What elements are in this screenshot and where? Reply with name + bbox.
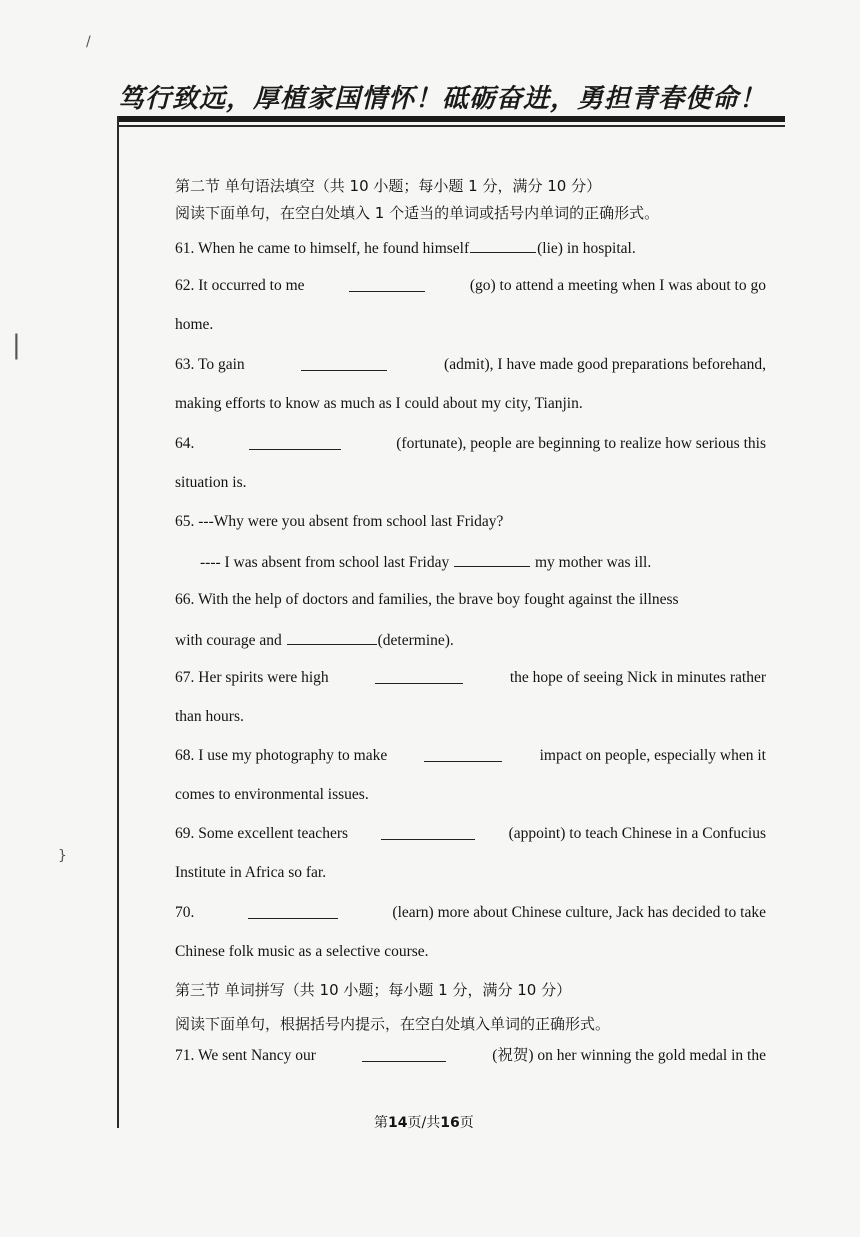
- q71-text: 71. We sent Nancy our: [175, 1047, 316, 1064]
- section2-instruction: 阅读下面单句，在空白处填入 1 个适当的单词或括号内单词的正确形式。: [175, 204, 660, 222]
- question-62: [175, 276, 766, 296]
- footer-suffix: 页: [459, 1115, 474, 1131]
- scan-mark: }: [58, 848, 67, 864]
- question-71: [175, 1046, 766, 1066]
- header-rule-thin: [117, 125, 785, 127]
- q62-continuation: home.: [175, 316, 214, 333]
- q69-text-end: (appoint) to teach Chinese in a Confucius: [508, 825, 766, 842]
- q67-continuation: than hours.: [175, 708, 244, 725]
- answer-blank[interactable]: [375, 668, 463, 684]
- scan-mark: |: [12, 330, 21, 360]
- q70-continuation: Chinese folk music as a selective course.: [175, 943, 429, 960]
- q61-text-end: (lie) in hospital.: [537, 240, 636, 257]
- answer-blank[interactable]: [381, 824, 475, 840]
- q65-text-end: my mother was ill.: [534, 554, 652, 571]
- answer-blank[interactable]: [249, 434, 341, 450]
- answer-blank[interactable]: [424, 746, 502, 762]
- q70-text-end: (learn) more about Chinese culture, Jack has decided to take: [392, 904, 766, 921]
- q68-continuation: comes to environmental issues.: [175, 786, 369, 803]
- answer-blank[interactable]: [287, 629, 377, 645]
- q69-continuation: Institute in Africa so far.: [175, 864, 327, 881]
- header-rule: [117, 116, 785, 122]
- footer-prefix: 第: [374, 1115, 388, 1131]
- q67-text-end: the hope of seeing Nick in minutes rather: [509, 669, 766, 686]
- q63-text: 63. To gain: [175, 356, 245, 373]
- q66-text: with courage and: [175, 632, 282, 649]
- section3-instruction: 阅读下面单句，根据括号内提示，在空白处填入单词的正确形式。: [175, 1015, 611, 1033]
- page-total: 16: [440, 1115, 460, 1131]
- answer-blank[interactable]: [454, 551, 530, 567]
- question-66: 66. With the help of doctors and families, the brave boy fought against the illness: [175, 591, 679, 608]
- q70-text: 70.: [175, 904, 195, 921]
- q65-text: ---- I was absent from school last Friday: [200, 554, 450, 571]
- q64-continuation: situation is.: [175, 474, 247, 491]
- question-67: [175, 668, 766, 688]
- q62-text: 62. It occurred to me: [175, 277, 305, 294]
- question-68: [175, 746, 766, 766]
- q62-text-end: (go) to attend a meeting when I was about to go: [469, 277, 766, 294]
- q63-text-end: (admit), I have made good preparations beforehand,: [444, 356, 766, 373]
- q67-text: 67. Her spirits were high: [175, 669, 329, 686]
- answer-blank[interactable]: [470, 237, 536, 253]
- section3-title: 第三节 单词拼写（共 10 小题；每小题 1 分，满分 10 分）: [175, 981, 572, 999]
- q63-continuation: making efforts to know as much as I could about my city, Tianjin.: [175, 395, 583, 412]
- question-63: [175, 355, 766, 375]
- q69-text: 69. Some excellent teachers: [175, 825, 349, 842]
- q66-text-end: (determine).: [377, 632, 454, 649]
- q71-text-end: (祝贺) on her winning the gold medal in the: [492, 1047, 766, 1064]
- question-61: [175, 237, 636, 259]
- q64-text-end: (fortunate), people are beginning to realize how serious this: [396, 435, 766, 452]
- footer-mid: 页/共: [407, 1115, 441, 1131]
- answer-blank[interactable]: [248, 903, 338, 919]
- page-footer: [374, 1112, 474, 1132]
- page-number: 14: [388, 1115, 408, 1131]
- answer-blank[interactable]: [349, 276, 425, 292]
- q64-text: 64.: [175, 435, 195, 452]
- q65-response: [200, 551, 651, 573]
- scan-mark: /: [86, 34, 91, 50]
- q66-continuation: [175, 629, 454, 651]
- question-65: 65. ---Why were you absent from school last Friday?: [175, 513, 504, 530]
- q61-text: 61. When he came to himself, he found himself: [175, 240, 470, 257]
- answer-blank[interactable]: [301, 355, 387, 371]
- question-64: [175, 434, 766, 454]
- q68-text: 68. I use my photography to make: [175, 747, 388, 764]
- question-70: [175, 903, 766, 923]
- section2-title: 第二节 单句语法填空（共 10 小题；每小题 1 分，满分 10 分）: [175, 177, 602, 195]
- q68-text-end: impact on people, especially when it: [539, 747, 766, 764]
- margin-line: [117, 116, 119, 1128]
- answer-blank[interactable]: [362, 1046, 446, 1062]
- motto-banner: 笃行致远，厚植家国情怀！砥砺奋进，勇担青春使命！: [118, 84, 767, 114]
- question-69: [175, 824, 766, 844]
